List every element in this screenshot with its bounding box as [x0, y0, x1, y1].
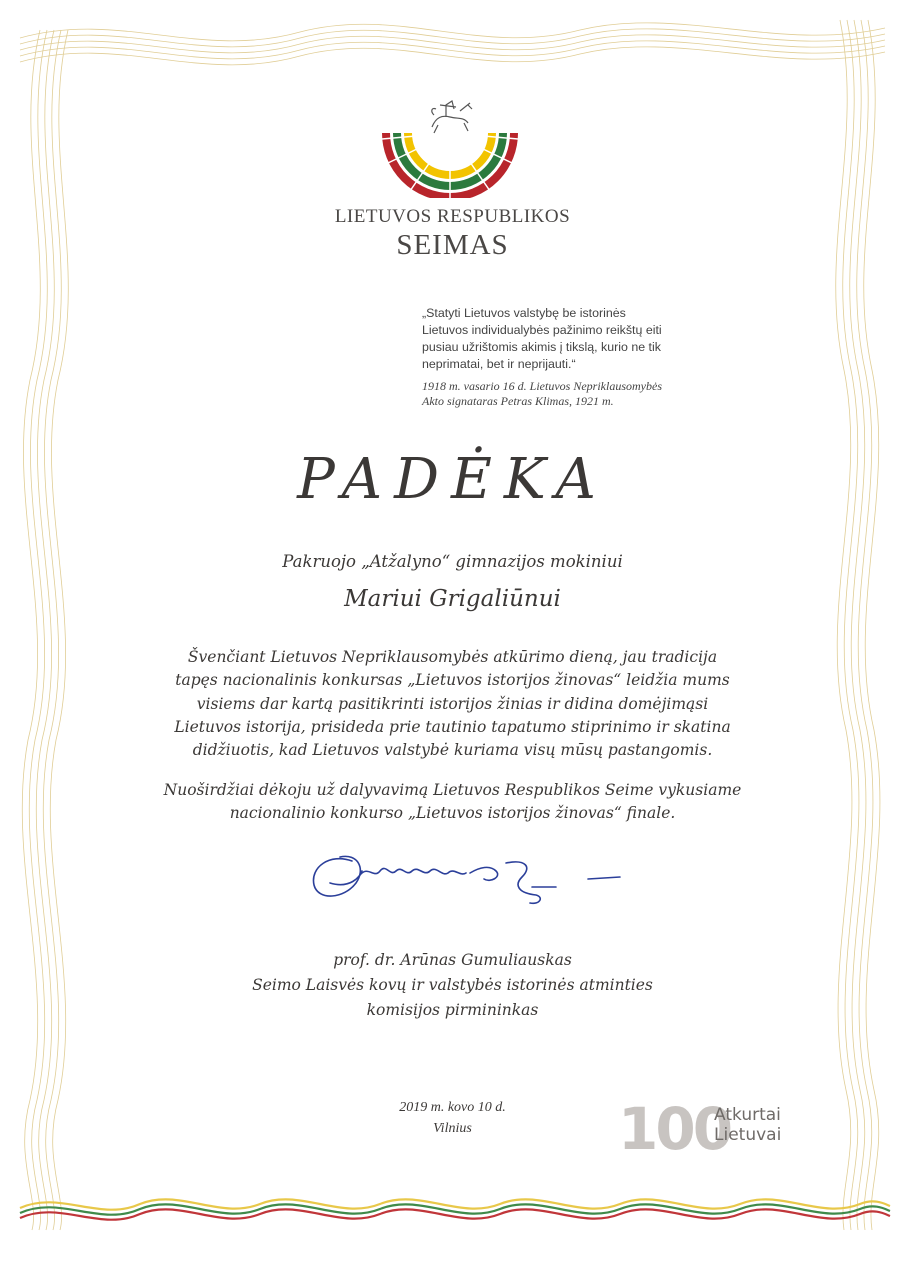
vytis-crest-icon	[380, 93, 520, 198]
logo-text	[714, 1105, 781, 1145]
body-paragraph-1	[120, 646, 785, 762]
quote-text	[422, 305, 752, 373]
certificate-title: PADĖKA	[297, 447, 608, 512]
atkurtai-lietuvai-100-logo	[618, 1095, 818, 1163]
institution-name-line1: LIETUVOS RESPUBLIKOS	[334, 206, 571, 227]
epigraph-quote	[422, 305, 752, 409]
date-place	[360, 1097, 545, 1139]
quote-source-line: 1918 m. vasario 16 d. Lietuvos Nepriklausomybės	[422, 379, 662, 393]
signer-position: komisijos pirmininkas	[366, 1001, 539, 1019]
logo-number: 100	[618, 1095, 731, 1163]
body-line: nacionalinio konkurso „Lietuvos istorijos žinovas“ finale.	[229, 804, 676, 823]
recipient-name: Mariui Grigaliūnui	[344, 586, 561, 612]
logo-text-line: Lietuvai	[714, 1125, 782, 1145]
quote-source	[422, 379, 752, 409]
quote-source-line: Akto signataras Petras Klimas, 1921 m.	[422, 394, 614, 408]
issue-date: 2019 m. kovo 10 d.	[399, 1100, 506, 1115]
quote-line: neprimatai, bet ir neprijauti.“	[422, 357, 576, 371]
handwritten-signature	[300, 843, 630, 913]
body-line: tapęs nacionalinis konkursas „Lietuvos istorijos žinovas“ leidžia mums	[175, 671, 730, 690]
body-line: Lietuvos istorija, prisideda prie tautinio tapatumo stiprinimo ir skatina	[174, 717, 731, 736]
signer-position: Seimo Laisvės kovų ir valstybės istorinės atminties	[252, 976, 653, 994]
institution-name-line2: SEIMAS	[396, 229, 509, 261]
recipient-intro: Pakruojo „Atžalyno“ gimnazijos mokiniui	[282, 552, 623, 571]
quote-line: pusiau užrištomis akimis į tikslą, kurio ne tik	[422, 340, 661, 354]
quote-line: Lietuvos individualybės pažinimo reikštų eiti	[422, 323, 662, 337]
body-line: Švenčiant Lietuvos Nepriklausomybės atkūrimo dieną, jau tradicija	[187, 648, 718, 666]
signer-name: prof. dr. Arūnas Gumuliauskas	[333, 951, 572, 969]
body-line: visiems dar kartą pasitikrinti istorijos žinias ir didina domėjimąsi	[196, 694, 709, 713]
body-paragraph-2	[120, 779, 785, 826]
logo-text-line: Atkurtai	[714, 1105, 781, 1125]
issue-place: Vilnius	[433, 1121, 472, 1136]
body-line: didžiuotis, kad Lietuvos valstybė kuriama visų mūsų pastangomis.	[192, 741, 713, 760]
quote-line: „Statyti Lietuvos valstybę be istorinės	[422, 306, 626, 320]
body-line: Nuoširdžiai dėkoju už dalyvavimą Lietuvos Respublikos Seime vykusiame	[163, 781, 742, 799]
signer-block	[0, 948, 905, 1023]
